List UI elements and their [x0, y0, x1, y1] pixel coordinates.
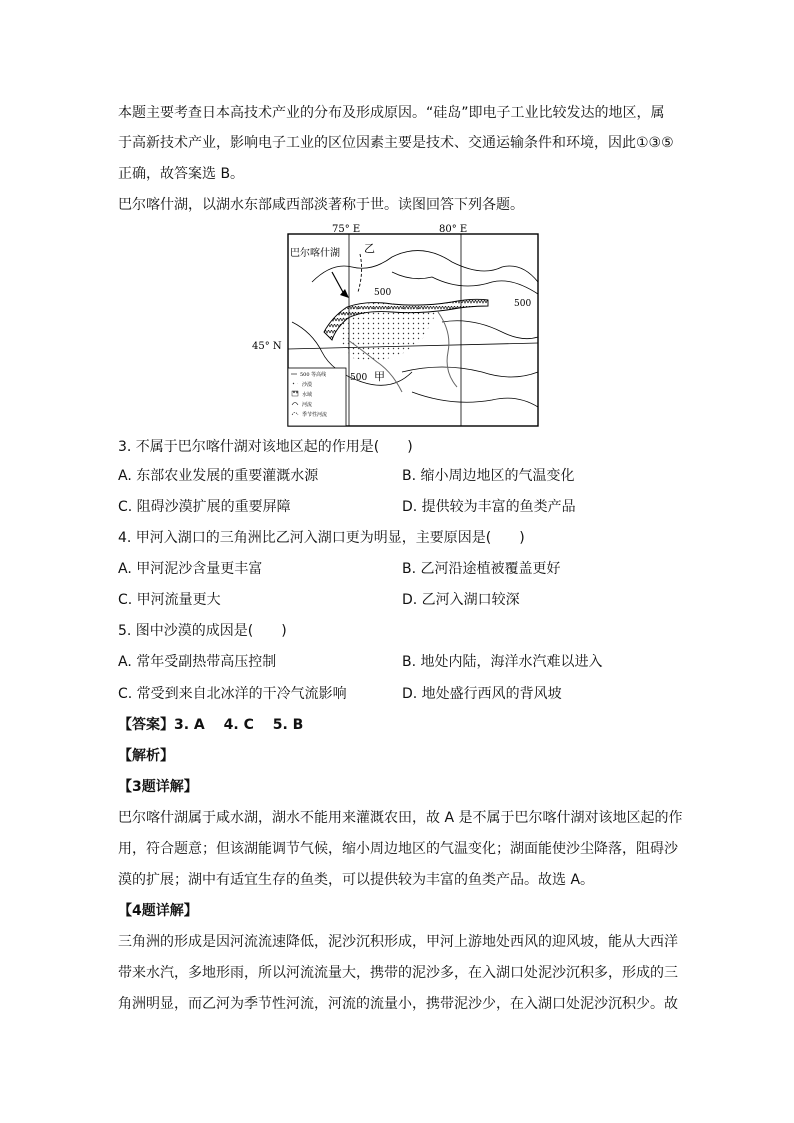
q4-detail-line-3: 角洲明显，而乙河为季节性河流，河流的流量小，携带泥沙少，在入湖口处泥沙沉积少。故	[118, 996, 678, 1012]
question-5-option-c: C. 常受到来自北冰洋的干冷气流影响	[118, 686, 347, 702]
q4-detail-line-1: 三角洲的形成是因河流流速降低，泥沙沉积形成，甲河上游地处西风的迎风坡，能从大西洋	[118, 934, 678, 950]
question-3-option-c: C. 阻碍沙漠扩展的重要屏障	[118, 499, 291, 515]
question-5-option-a: A. 常年受副热带高压控制	[118, 654, 277, 670]
legend-item: 沙漠	[302, 382, 313, 388]
passage-text: 巴尔喀什湖，以湖水东部咸西部淡著称于世。读图回答下列各题。	[118, 197, 524, 213]
question-3-stem: 3. 不属于巴尔喀什湖对该地区起的作用是( )	[118, 439, 413, 455]
question-4-option-b: B. 乙河沿途植被覆盖更好	[402, 561, 561, 577]
river-yi-label: 乙	[364, 242, 375, 255]
q3-detail-line-3: 漠的扩展；湖中有适宜生存的鱼类，可以提供较为丰富的鱼类产品。故选 A。	[118, 872, 595, 888]
legend-item: 500 等高线	[300, 372, 327, 378]
lat-label: 45° N	[252, 341, 282, 352]
question-3-option-a: A. 东部农业发展的重要灌溉水源	[118, 468, 319, 484]
question-5-stem: 5. 图中沙漠的成因是( )	[118, 623, 287, 639]
answer-line: 【答案】3. A 4. C 5. B	[118, 717, 304, 733]
contour-label: 500	[350, 373, 368, 383]
legend-item: 河流	[302, 402, 313, 408]
legend-item: 季节性河流	[302, 412, 328, 418]
question-4-stem: 4. 甲河入湖口的三角洲比乙河入湖口更为明显，主要原因是( )	[118, 530, 525, 546]
question-5-option-d: D. 地处盛行西风的背风坡	[402, 686, 562, 702]
contour-label: 500	[514, 299, 532, 309]
q4-detail-line-2: 带来水汽，多地形雨，所以河流流量大，携带的泥沙多，在入湖口处泥沙沉积多，形成的三	[118, 965, 678, 981]
question-4-option-d: D. 乙河入湖口较深	[402, 592, 520, 608]
q3-detail-line-1: 巴尔喀什湖属于咸水湖，湖水不能用来灌溉农田，故 A 是不属于巴尔喀什湖对该地区起的作	[118, 810, 683, 826]
lon-right-label: 80° E	[439, 224, 468, 235]
intro-line-3: 正确，故答案选 B。	[118, 166, 245, 182]
q3-detail-heading: 【3题详解】	[118, 779, 198, 795]
river-jia-label: 甲	[374, 370, 385, 383]
intro-line-2: 于高新技术产业，影响电子工业的区位因素主要是技术、交通运输条件和环境，因此①③⑤	[118, 135, 674, 151]
map-legend	[288, 368, 346, 426]
balkhash-map	[252, 222, 542, 430]
lake-label: 巴尔喀什湖	[290, 248, 340, 259]
contour-label: 500	[374, 288, 392, 298]
question-4-option-a: A. 甲河泥沙含量更丰富	[118, 561, 263, 577]
q3-detail-line-2: 用，符合题意；但该湖能调节气候，缩小周边地区的气温变化；湖面能使沙尘降落，阻碍沙	[118, 841, 678, 857]
question-5-option-b: B. 地处内陆，海洋水汽难以进入	[402, 654, 603, 670]
question-3-option-d: D. 提供较为丰富的鱼类产品	[402, 499, 576, 515]
intro-line-1: 本题主要考查日本高技术产业的分布及形成原因。“硅岛”即电子工业比较发达的地区，属	[118, 105, 665, 121]
legend-item: 水域	[302, 392, 313, 398]
q4-detail-heading: 【4题详解】	[118, 903, 198, 919]
question-4-option-c: C. 甲河流量更大	[118, 592, 221, 608]
lon-left-label: 75° E	[332, 224, 361, 235]
question-3-option-b: B. 缩小周边地区的气温变化	[402, 468, 575, 484]
analysis-heading: 【解析】	[118, 748, 174, 764]
